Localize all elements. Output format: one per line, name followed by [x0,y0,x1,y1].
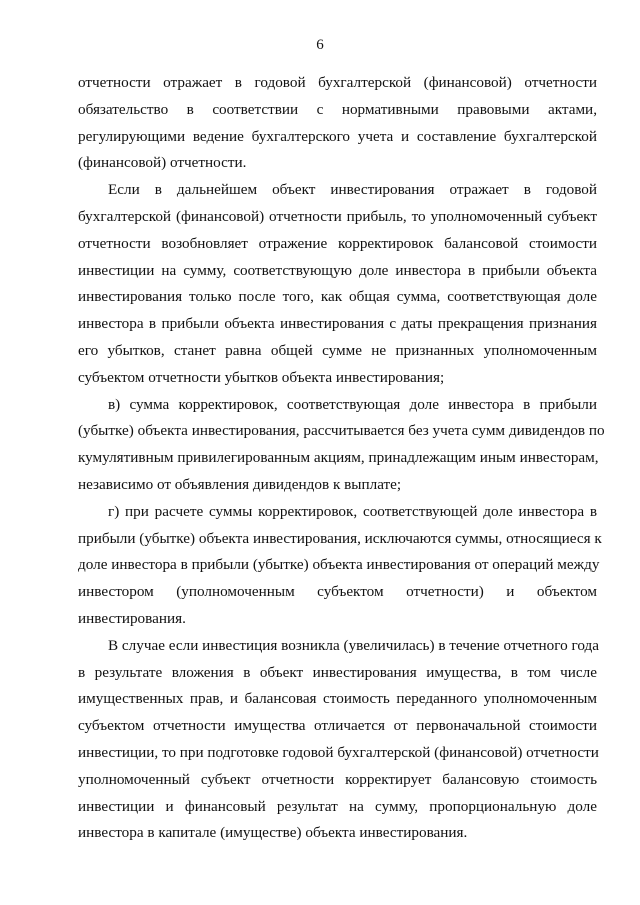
text-line: инвестиции, то при подготовке годовой бухгалтерской (финансовой) отчетности [78,743,599,761]
paragraph [78,70,597,177]
paragraph-item-v [78,392,605,499]
text-line: в результате вложения в объект инвестирования имущества, в том числе [78,663,597,681]
text-line: В случае если инвестиция возникла (увеличилась) в течение отчетного года [108,636,599,654]
text-line: (финансовой) отчетности. [78,154,247,172]
text-line: кумулятивным привилегированным акциям, принадлежащим иным инвесторам, [78,449,599,467]
text-line: отчетности отражает в годовой бухгалтерской (финансовой) отчетности [78,74,597,91]
paragraph-item-g [78,499,602,633]
text-line: отчетности возобновляет отражение корректировок балансовой стоимости [78,234,597,252]
paragraph [78,633,597,847]
text-line: независимо от объявления дивидендов к выплате; [78,475,402,493]
text-line: бухгалтерской (финансовой) отчетности прибыль, то уполномоченный субъект [78,207,597,225]
page-number: 6 [316,37,324,53]
body-text [78,70,605,847]
text-line: субъектом отчетности имущества отличается от первоначальной стоимости [78,717,597,735]
text-line: (убытке) объекта инвестирования, рассчитывается без учета сумм дивидендов по [78,422,605,440]
text-line: регулирующими ведение бухгалтерского учета и составление бухгалтерской [78,127,597,145]
text-line: инвестирования только после того, как общая сумма, соответствующая доле [78,288,597,306]
text-line: г) при расчете суммы корректировок, соответствующей доле инвестора в [108,502,597,520]
text-line: уполномоченный субъект отчетности корректирует балансовую стоимость [78,770,597,788]
text-line: инвестирования. [78,609,186,627]
text-line: его убытков, станет равна общей сумме не признанных уполномоченным [78,341,597,359]
text-line: Если в дальнейшем объект инвестирования отражает в годовой [108,181,597,199]
text-line: в) сумма корректировок, соответствующая доле инвестора в прибыли [108,395,597,413]
text-line: доле инвестора в прибыли (убытке) объекта инвестирования от операций между [78,556,600,574]
text-line: инвестиции на сумму, соответствующую доле инвестора в прибыли объекта [78,261,597,279]
text-line: прибыли (убытке) объекта инвестирования, исключаются суммы, относящиеся к [78,529,602,547]
text-line: инвестора в прибыли объекта инвестирования с даты прекращения признания [78,315,597,333]
text-line: инвестиции и финансовый результат на сумму, пропорциональную доле [78,797,597,815]
text-line: инвестором (уполномоченным субъектом отчетности) и объектом [78,583,597,601]
text-line: субъектом отчетности убытков объекта инвестирования; [78,368,445,386]
text-line: обязательство в соответствии с нормативными правовыми актами, [78,100,597,118]
text-line: имущественных прав, и балансовая стоимость переданного уполномоченным [78,690,597,708]
paragraph [78,177,597,391]
text-line: инвестора в капитале (имуществе) объекта инвестирования. [78,824,468,842]
